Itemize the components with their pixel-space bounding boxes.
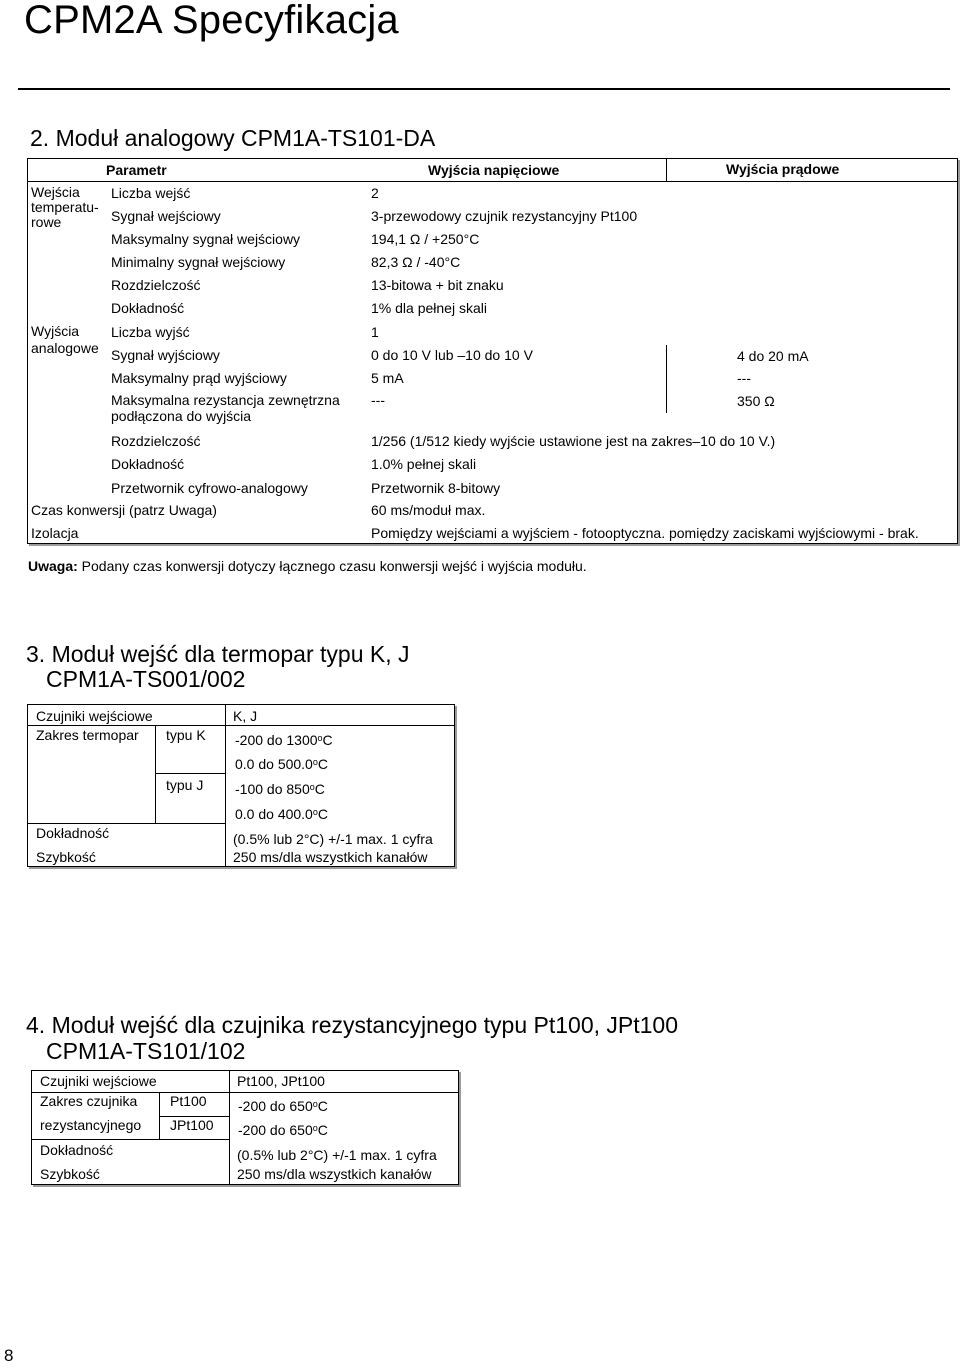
value-cell-current: 350 Ω: [737, 393, 775, 409]
type-col-divider: [155, 725, 156, 823]
col-divider: [225, 704, 226, 867]
title-divider: [18, 88, 950, 90]
value-cell: 1/256 (1/512 kiedy wyjście ustawione jest na zakres–10 do 10 V.): [371, 433, 776, 449]
header-param: Parametr: [106, 162, 167, 178]
section-2-heading: 2. Moduł analogowy CPM1A-TS101-DA: [30, 125, 436, 151]
value-cell-current: ---: [737, 370, 751, 386]
range-label-line2: rezystancyjnego: [40, 1117, 142, 1133]
header-voltage-outputs: Wyjścia napięciowe: [428, 162, 560, 178]
range-label: Zakres termopar: [36, 727, 139, 743]
header-divider: [27, 181, 958, 182]
range-label: Zakres czujnika: [40, 1093, 138, 1109]
sensors-label: Czujniki wejściowe: [40, 1073, 157, 1089]
accuracy-value: (0.5% lub 2°C) +/-1 max. 1 cyfra: [233, 831, 433, 847]
value-cell: 1: [371, 324, 379, 340]
value-cell: 60 ms/moduł max.: [371, 502, 486, 518]
param-cell: Przetwornik cyfrowo-analogowy: [111, 480, 308, 496]
section-3-subheading: CPM1A-TS001/002: [46, 666, 246, 692]
sensors-value: K, J: [233, 708, 258, 724]
accuracy-value: (0.5% lub 2°C) +/-1 max. 1 cyfra: [237, 1147, 437, 1163]
param-cell: Dokładność: [111, 456, 185, 472]
type-jpt100-label: JPt100: [170, 1117, 214, 1133]
range-row-divider: [27, 823, 225, 824]
speed-label: Szybkość: [36, 849, 96, 865]
param-cell: Sygnał wyjściowy: [111, 347, 220, 363]
range-row-divider: [31, 1139, 229, 1140]
param-cell: Rozdzielczość: [111, 433, 201, 449]
sensors-label: Czujniki wejściowe: [36, 708, 153, 724]
value-cell: Pomiędzy wejściami a wyjściem - fotooptyczna. pomiędzy zaciskami wyjściowymi - brak.: [371, 525, 919, 541]
output-col-divider: [666, 345, 667, 413]
value-cell: 82,3 Ω / -40°C: [371, 254, 461, 270]
page-title: CPM2A Specyfikacja: [24, 0, 399, 42]
value-cell: ---: [371, 392, 385, 408]
value-cell-current: 4 do 20 mA: [737, 348, 809, 364]
type-row-divider: [155, 773, 225, 774]
range-value: -200 do 650$^o$C: [238, 1098, 328, 1114]
header-current-outputs: Wyjścia prądowe: [726, 161, 840, 177]
param-cell: Maksymalny sygnał wejściowy: [111, 231, 301, 247]
sensors-value: Pt100, JPt100: [237, 1073, 325, 1089]
value-cell: 5 mA: [371, 370, 404, 386]
value-cell: 2: [371, 185, 379, 201]
page-number: 8: [4, 1346, 14, 1365]
value-cell: 0 do 10 V lub –10 do 10 V: [371, 347, 533, 363]
value-cell: 194,1 Ω / +250°C: [371, 231, 480, 247]
accuracy-label: Dokładność: [40, 1142, 114, 1158]
value-cell: 1.0% pełnej skali: [371, 456, 477, 472]
value-cell: 3-przewodowy czujnik rezystancyjny Pt100: [371, 208, 638, 224]
range-value: -200 do 1300$^o$C: [235, 732, 333, 748]
header-col-divider: [666, 158, 667, 182]
section-4-heading: 4. Moduł wejść dla czujnika rezystancyjnego typu Pt100, JPt100: [26, 1012, 679, 1038]
type-pt100-label: Pt100: [170, 1093, 207, 1109]
param-cell: Rozdzielczość: [111, 277, 201, 293]
conversion-note: [28, 558, 587, 574]
range-value: -200 do 650$^o$C: [238, 1122, 328, 1138]
range-value: -100 do 850$^o$C: [235, 781, 325, 797]
param-cell: Czas konwersji (patrz Uwaga): [31, 502, 217, 518]
param-cell: Liczba wejść: [111, 185, 191, 201]
type-k-label: typu K: [166, 727, 206, 743]
note-text: Podany czas konwersji dotyczy łącznego czasu konwersji wejść i wyjścia modułu.: [77, 558, 587, 574]
param-cell-line2: podłączona do wyjścia: [111, 408, 252, 424]
col-divider: [229, 1070, 230, 1185]
value-cell: Przetwornik 8-bitowy: [371, 480, 501, 496]
value-cell: 13-bitowa + bit znaku: [371, 277, 504, 293]
section-4-subheading: CPM1A-TS101/102: [46, 1038, 246, 1064]
param-cell: Dokładność: [111, 300, 185, 316]
section-3-heading: 3. Moduł wejść dla termopar typu K, J: [26, 641, 410, 667]
row-divider: [27, 725, 455, 726]
param-cell: Maksymalna rezystancja zewnętrzna: [111, 392, 340, 408]
accuracy-label: Dokładność: [36, 825, 110, 841]
note-label: Uwaga:: [28, 558, 78, 574]
param-cell: Liczba wyjść: [111, 324, 190, 340]
range-value: 0.0 do 500.0$^o$C: [235, 756, 328, 772]
param-cell: Sygnał wejściowy: [111, 208, 221, 224]
type-j-label: typu J: [166, 777, 204, 793]
value-cell: 1% dla pełnej skali: [371, 300, 487, 316]
param-cell: Minimalny sygnał wejściowy: [111, 254, 286, 270]
range-value: 0.0 do 400.0$^o$C: [235, 806, 328, 822]
param-cell: Izolacja: [31, 525, 79, 541]
speed-value: 250 ms/dla wszystkich kanałów: [237, 1166, 432, 1182]
speed-value: 250 ms/dla wszystkich kanałów: [233, 849, 428, 865]
param-cell: Maksymalny prąd wyjściowy: [111, 370, 287, 386]
speed-label: Szybkość: [40, 1166, 100, 1182]
